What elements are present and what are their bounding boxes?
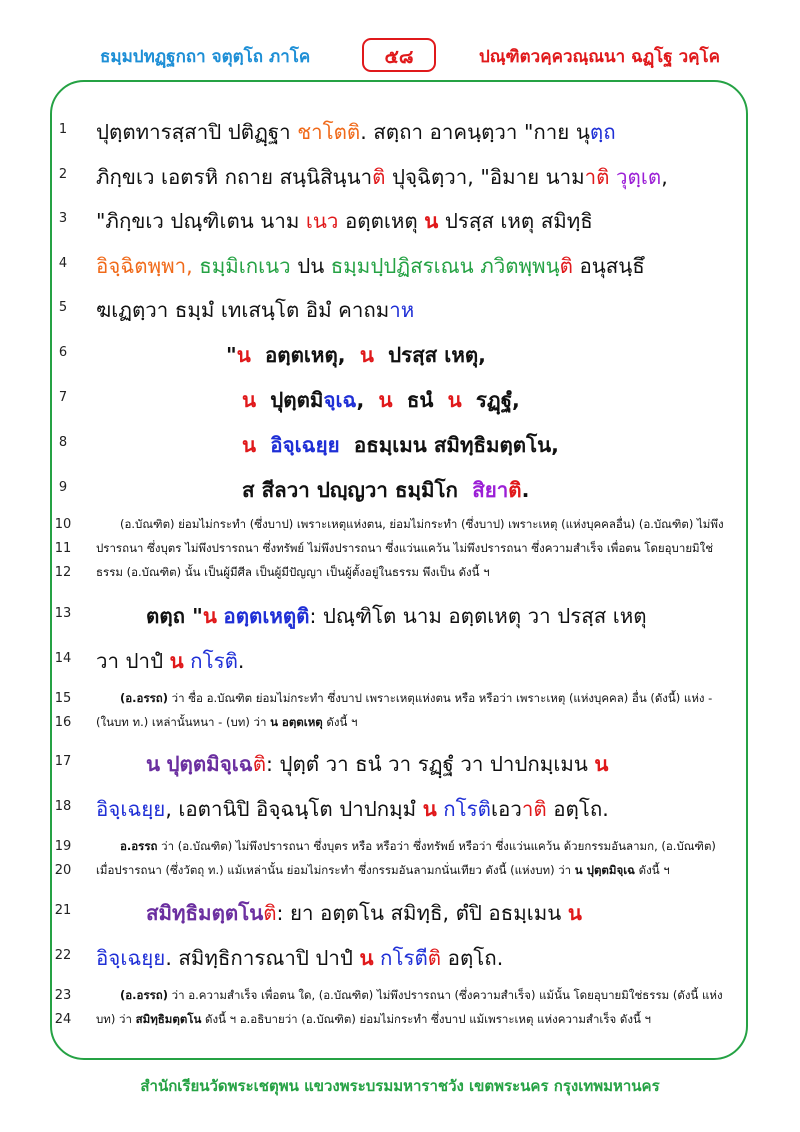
header-book-title: ธมฺมปทฏฺฐกถา จตุตฺโถ ภาโค (100, 47, 311, 67)
translation-line-24: บท) ว่า สมิทฺธิมตฺตโน ดังนี้ ฯ อ.อธิบายว่า (อ.บัณฑิต) ย่อมไม่กระทำ ซึ่งบาป แม้เพราะเหตุ แห่งความสำเร็จ ดังนี้ ฯ (96, 1012, 651, 1026)
pali-line-3: "ภิกฺขเว ปณฺฑิเตน นาม เนว อตฺตเหตุ น ปรสฺส เหตุ สมิทฺธิ (96, 209, 593, 233)
line-number: 11 (54, 541, 72, 556)
pali-line-5: ฆเฏตฺวา ธมฺมํ เทเสนฺโต อิมํ คาถมาห (96, 298, 415, 322)
line-number: 17 (54, 754, 72, 769)
pali-line-1: ปุตฺตทารสฺสาปิ ปติฏฺฐา ชาโตติ. สตฺถา อาคนฺตฺวา "กาย นุตฺถ (96, 120, 616, 144)
line-number: 3 (58, 211, 68, 226)
translation-line-23: (อ.อรรถ) ว่า อ.ความสำเร็จ เพื่อตน ใด, (อ.บัณฑิต) ไม่พึงปรารถนา (ซึ่งความสำเร็จ) แม้นั้น โดยอุบายมิใช่ธรรม (ดังนี้ แห่ง (120, 988, 723, 1002)
footer-institution: สำนักเรียนวัดพระเชตุพน แขวงพระบรมมหาราชวัง เขตพระนคร กรุงเทพมหานคร (140, 1077, 660, 1095)
translation-line-20: เมื่อปรารถนา (ซึ่งวัตถุ ท.) แม้เหล่านั้น ย่อมไม่กระทำ ซึ่งกรรมอันลามกนั่นเทียว ดังนี้ (แห่งบท) ว่า น ปุตฺตมิจฺเฉ ดังนี้ ฯ (96, 863, 670, 877)
line-number: 15 (54, 691, 72, 706)
line-number: 19 (54, 839, 72, 854)
translation-line-15: (อ.อรรถ) ว่า ซื่อ อ.บัณฑิต ย่อมไม่กระทำ ซึ่งบาป เพราะเหตุแห่งตน หรือ หรือว่า เพราะเหตุ (แห่งบุคคล) อื่น (ดังนี้) แห่ง - (120, 691, 713, 705)
line-number: 2 (58, 167, 68, 182)
line-number: 18 (54, 799, 72, 814)
translation-line-19: อ.อรรถ ว่า (อ.บัณฑิต) ไม่พึงปรารถนา ซึ่งบุตร หรือ หรือว่า ซึ่งทรัพย์ หรือว่า ซึ่งแว่นแคว้น ด้วยกรรมอันลามก, (อ.บัณฑิต) (120, 839, 716, 853)
line-number: 9 (58, 480, 68, 495)
pali-line-21: สมิทฺธิมตฺตโนติ: ยา อตฺตโน สมิทฺธิ, ตํปิ อธมฺเมน น (146, 901, 582, 925)
line-number: 20 (54, 863, 72, 878)
translation-line-16: (ในบท ท.) เหล่านั้นหนา - (บท) ว่า น อตฺตเหตุ ดังนี้ ฯ (96, 715, 358, 729)
line-number: 23 (54, 988, 72, 1003)
line-number: 16 (54, 715, 72, 730)
pali-line-22: อิจฺเฉยฺย. สมิทฺธิการณาปิ ปาปํ น กโรตีติ อตฺโถ. (96, 946, 504, 970)
line-number: 8 (58, 435, 68, 450)
line-number: 7 (58, 390, 68, 405)
line-number: 22 (54, 948, 72, 963)
line-number: 24 (54, 1012, 72, 1027)
verse-line-3: น อิจฺเฉยฺย อธมฺเมน สมิทฺธิมตฺตโน, (242, 433, 559, 457)
line-number: 1 (58, 122, 68, 137)
line-number: 13 (54, 606, 72, 621)
line-number: 14 (54, 651, 72, 666)
pali-line-17: น ปุตฺตมิจฺเฉติ: ปุตฺตํ วา ธนํ วา รฏฺฐํ วา ปาปกมฺเมน น (146, 752, 609, 776)
header-chapter-title: ปณฺฑิตวคฺควณฺณนา ฉฏฺโฐ วคฺโค (478, 47, 720, 67)
pali-line-13: ตตฺถ "น อตฺตเหตูติ: ปณฺฑิโต นาม อตฺตเหตุ วา ปรสฺส เหตุ (146, 604, 647, 628)
translation-line-11: ปรารถนา ซึ่งบุตร ไม่พึงปรารถนา ซึ่งทรัพย์ ไม่พึงปรารถนา ซึ่งแว่นแคว้น ไม่พึงปรารถนา ซึ่งความสำเร็จ เพื่อตน โดยอุบายมิใช่ (96, 541, 714, 555)
pali-line-18: อิจฺเฉยฺย, เอตานิปิ อิจฺฉนฺโต ปาปกมฺมํ น กโรติเอวาติ อตฺโถ. (96, 797, 609, 821)
line-number: 4 (58, 256, 68, 271)
line-number: 12 (54, 565, 72, 580)
line-number: 21 (54, 903, 72, 918)
pali-line-2: ภิกฺขเว เอตรหิ กถาย สนฺนิสินฺนาติ ปุจฺฉิตฺวา, "อิมาย นามาติ วุตฺเต, (96, 165, 668, 189)
verse-line-1: "น อตฺตเหตุ, น ปรสฺส เหตุ, (226, 343, 486, 367)
line-number: 5 (58, 300, 68, 315)
line-number: 10 (54, 517, 72, 532)
translation-line-12: ธรรม (อ.บัณฑิต) นั้น เป็นผู้มีศีล เป็นผู้มีปัญญา เป็นผู้ตั้งอยู่ในธรรม พึงเป็น ดังนี้ ฯ (96, 565, 490, 579)
pali-line-4: อิจฺฉิตพฺพา, ธมฺมิเกเนว ปน ธมฺมปฺปฏิสรเณน ภวิตพฺพนฺติ อนุสนฺธึ (96, 254, 645, 278)
verse-line-4: ส สีลวา ปญฺญวา ธมฺมิโก สิยาติ. (242, 478, 530, 502)
line-number: 6 (58, 345, 68, 360)
verse-line-2: น ปุตฺตมิจฺเฉ, น ธนํ น รฏฺฐํ, (242, 388, 520, 412)
translation-line-10: (อ.บัณฑิต) ย่อมไม่กระทำ (ซึ่งบาป) เพราะเหตุแห่งตน, ย่อมไม่กระทำ (ซึ่งบาป) เพราะเหตุ (แห่งบุคคลอื่น) (อ.บัณฑิต) ไม่พึง (120, 517, 724, 531)
pali-line-14: วา ปาปํ น กโรติ. (96, 649, 245, 673)
page-number-badge: ๕๘ (362, 38, 436, 72)
